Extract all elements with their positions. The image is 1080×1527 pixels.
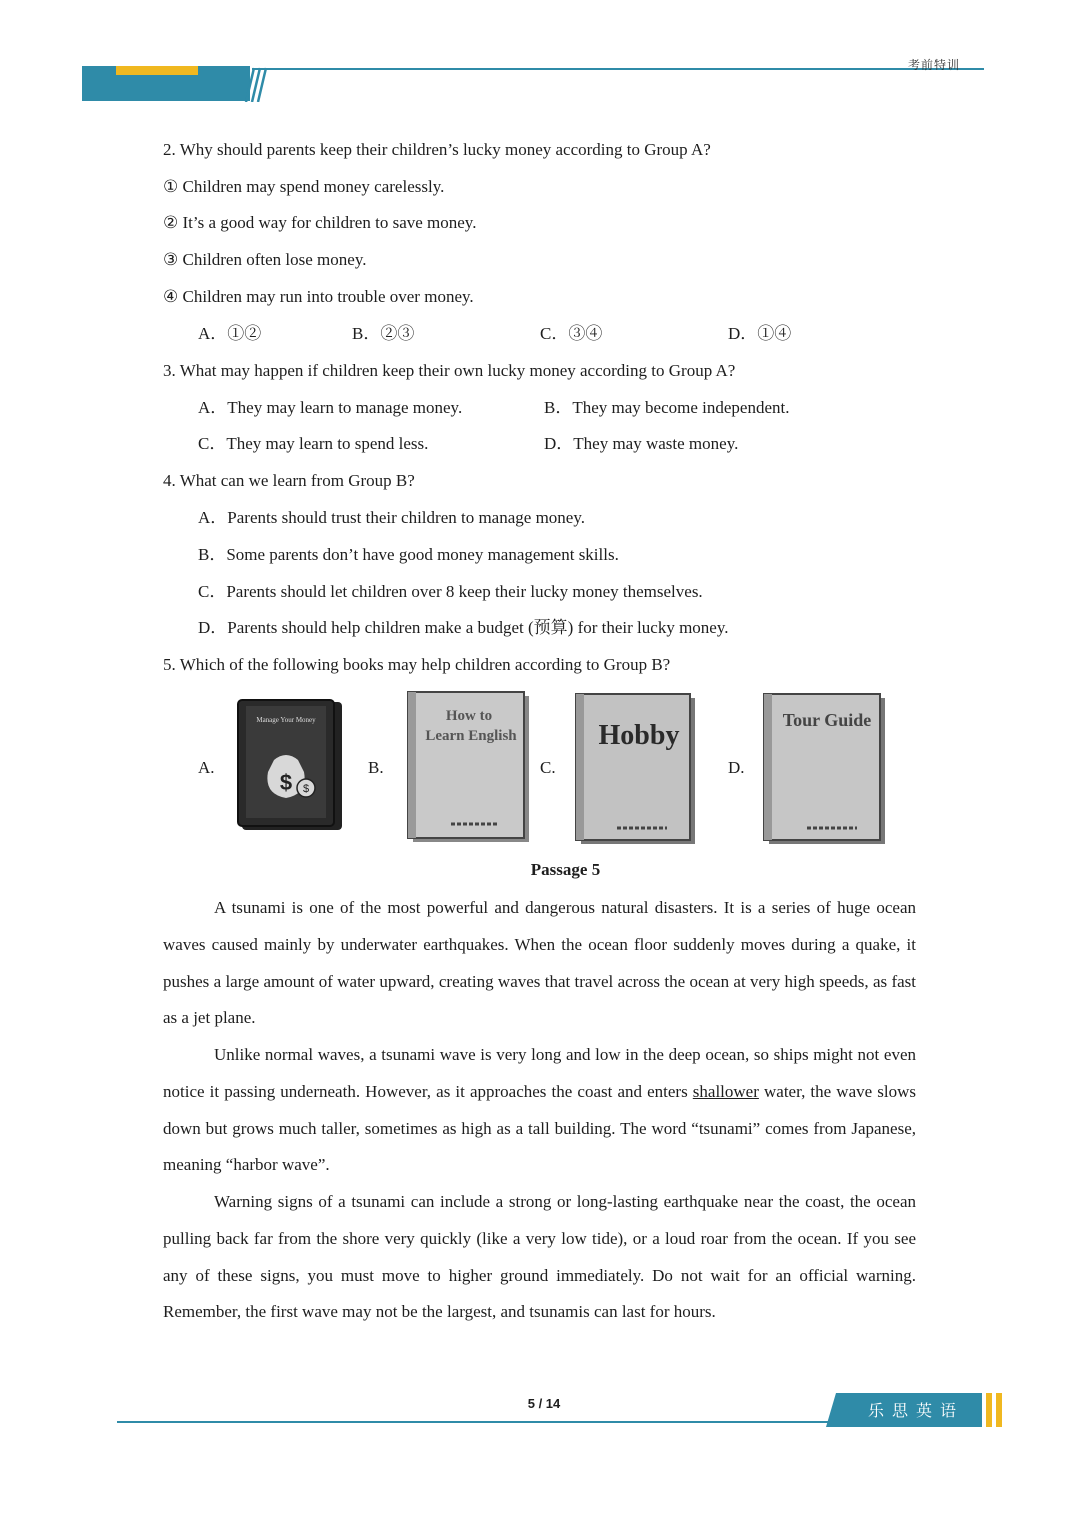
- q2-option-a[interactable]: A．①②: [198, 324, 262, 343]
- q2-option-d[interactable]: D．①④: [728, 324, 792, 343]
- q5-label-b[interactable]: B.: [368, 758, 384, 777]
- question-2: 2. Why should parents keep their children’s lucky money according to Group A?: [163, 140, 711, 159]
- passage-paragraph-2: [163, 1037, 916, 1184]
- question-3: 3. What may happen if children keep their own lucky money according to Group A?: [163, 361, 736, 380]
- q3-option-b[interactable]: B．They may become independent.: [544, 398, 790, 417]
- q3-option-d[interactable]: D．They may waste money.: [544, 434, 739, 453]
- q5-label-a[interactable]: A.: [198, 758, 215, 777]
- footer-brand: 乐思英语: [868, 1401, 965, 1420]
- paragraph-3-text: Warning signs of a tsunami can include a strong or long-lasting earthquake near the coast, the ocean pulling back far from the shore very quickly (like a very low tide), or a loud roar from the ocean. If you see any of these signs, you must move to higher ground immediately. Do not wait for an official warning. Remember, the first wave may not be the largest, and tsunamis can last for hours.: [163, 1192, 916, 1322]
- question-5: 5. Which of the following books may help children according to Group B?: [163, 655, 671, 674]
- statement-4: ④ Children may run into trouble over money.: [163, 287, 474, 306]
- underlined-word: shallower: [692, 1081, 759, 1101]
- question-4: 4. What can we learn from Group B?: [163, 471, 415, 490]
- book-c-hobby[interactable]: [573, 692, 697, 846]
- header-stripes: [238, 66, 268, 102]
- q4-option-a[interactable]: A．Parents should trust their children to manage money.: [198, 508, 585, 527]
- q5-label-d[interactable]: D.: [728, 758, 745, 777]
- svg-text:Learn English: Learn English: [425, 728, 517, 744]
- svg-text:$: $: [279, 770, 293, 795]
- q4-option-d[interactable]: D．Parents should help children make a budget (预算) for their lucky money.: [198, 618, 729, 637]
- book-d-tour[interactable]: [761, 692, 887, 846]
- header-label: 考前特训: [908, 58, 961, 72]
- book-b-english[interactable]: [405, 690, 531, 844]
- passage-paragraph-3: [163, 1184, 916, 1331]
- book-a-title: Manage Your Money: [256, 716, 316, 724]
- page-number: 5 / 14: [527, 1396, 561, 1411]
- q2-option-c[interactable]: C．③④: [540, 324, 603, 343]
- book-a-money[interactable]: [236, 698, 346, 834]
- header-rule: [252, 68, 984, 70]
- book-c-title: Hobby: [598, 720, 680, 751]
- q2-option-b[interactable]: B．②③: [352, 324, 415, 343]
- paragraph-1-text: A tsunami is one of the most powerful and dangerous natural disasters. It is a series of huge ocean waves caused mainly by underwater earthquakes. When the ocean floor suddenly moves during a quake, it pushes a large amount of water upward, creating waves that travel across the ocean at very high speeds, as fast as a jet plane.: [163, 898, 916, 1028]
- paragraph-2-text-a: Unlike normal waves, a tsunami wave is very long and low in the deep ocean, so ships might not even notice it passing underneath. However, as it approaches the coast and enters: [163, 1045, 916, 1101]
- q3-option-c[interactable]: C．They may learn to spend less.: [198, 434, 429, 453]
- paragraph-2-text-b: water, the wave slows down but grows much taller, sometimes as high as a tall building. The word “tsunami” comes from Japanese, meaning “harbor wave”.: [163, 1081, 916, 1175]
- q5-label-c[interactable]: C.: [540, 758, 556, 777]
- q4-option-c[interactable]: C．Parents should let children over 8 keep their lucky money themselves.: [198, 582, 703, 601]
- statement-1: ① Children may spend money carelessly.: [163, 177, 445, 196]
- q3-option-a[interactable]: A．They may learn to manage money.: [198, 398, 463, 417]
- svg-text:How to: How to: [445, 708, 493, 724]
- book-d-title: Tour Guide: [782, 710, 872, 730]
- book-b-title: How to Learn English: [405, 690, 414, 691]
- passage-title: Passage 5: [530, 860, 601, 879]
- header-accent: [116, 66, 198, 75]
- q4-option-b[interactable]: B．Some parents don’t have good money management skills.: [198, 545, 619, 564]
- footer-rule: [117, 1421, 829, 1423]
- svg-text:$: $: [302, 783, 310, 795]
- passage-paragraph-1: [163, 890, 916, 1037]
- statement-2: ② It’s a good way for children to save money.: [163, 213, 477, 232]
- statement-3: ③ Children often lose money.: [163, 250, 367, 269]
